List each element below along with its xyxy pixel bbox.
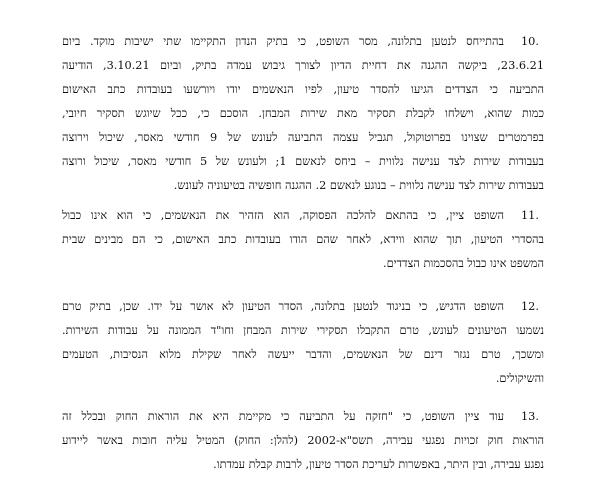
paragraph-line: התביעה כי הצדדים הגיעו להסדר טיעון, לפיו הנאשמים יודו ויורשעו בעובדות כתב האישום — [62, 83, 544, 96]
paragraph-line: השופט ציין, כי בהתאם להלכה הפסוקה, הוא הזהיר את הנאשמים, כי הוא אינו כבול — [62, 209, 504, 222]
paragraph-number: 12. — [521, 300, 539, 313]
paragraph-12 — [62, 295, 544, 391]
paragraph-line: 23.6.21, ביקשה ההגנה את דחיית הדיון לצורך גיבוש עמדה בתיק, וביום 3.10.21, הודיעה — [62, 59, 544, 72]
paragraph-line: והשיקולים. — [495, 372, 544, 385]
paragraph-line: נשמעו הטיעונים לעונש, טרם התקבלו תסקירי שירות המבחן וחו"ד הממונה על עבודות השירות. — [62, 324, 544, 337]
paragraph-number: 13. — [521, 410, 539, 423]
paragraph-line: המשפט אינו כבול בהסכמות הצדדים. — [383, 257, 544, 270]
paragraph-line: הוראות חוק זכויות נפגעי עבירה, תשס"א-2002 (להלן: החוק) המטיל עליה חובות באשר ליידוע — [62, 434, 544, 447]
paragraph-line: השופט הדגיש, כי בניגוד לנטען בתלונה, הסדר הטיעון לא אושר על ידו. שכן, בתיק טרם — [62, 300, 504, 313]
paragraph-line: נפגע עבירה, ובין היתר, באפשרות לעריכת הסדר טיעון, לרבות קבלת עמדתו. — [213, 458, 544, 471]
paragraph-line: בפרמטרים שצוינו בפרוטוקול, תגביל עצמה התביעה לעונש של 9 חודשי מאסר, שיכול וירוצה — [62, 131, 544, 144]
paragraph-13 — [62, 405, 544, 477]
paragraph-line: בעבודות שירות לצד ענישה נלווית – ביחס לנאשם 1; ולעונש של 5 חודשי מאסר, שיכול ורוצה — [62, 155, 544, 168]
paragraph-11 — [62, 204, 544, 276]
paragraph-number: 11. — [521, 209, 539, 222]
paragraph-line: בהתייחס לנטען בתלונה, מסר השופט, כי בתיק הנדון התקיימו שתי ישיבות מוקד. ביום — [62, 35, 504, 48]
paragraph-line: כמות שהוא, וישלחו לקבלת תסקיר מאת שירות המבחן. הוסכם כי, ככל שיוגש תסקיר חיובי, — [62, 107, 544, 120]
paragraph-line: ומשכך, טרם נגזר דינם של הנאשמים, והדבר ייעשה לאחר שקילת מלוא הנסיבות, הטעמים — [62, 348, 544, 361]
paragraph-number: 10. — [521, 35, 539, 48]
paragraph-10 — [62, 30, 544, 198]
paragraph-line: בהסדרי הטיעון, תוך שהוא ווידא, לאחר שהם הודו בעובדות כתב האישום, כי הם מבינים שבית — [62, 233, 544, 246]
paragraph-line: עוד ציין השופט, כי "חזקה על התביעה כי מקיימת היא את הוראות החוק ובכלל זה — [62, 410, 504, 423]
paragraph-line: בעבודות שירות לצד ענישה נלווית – בנוגע לנאשם 2. ההגנה חופשיה בטיעוניה לעונש. — [173, 179, 544, 192]
